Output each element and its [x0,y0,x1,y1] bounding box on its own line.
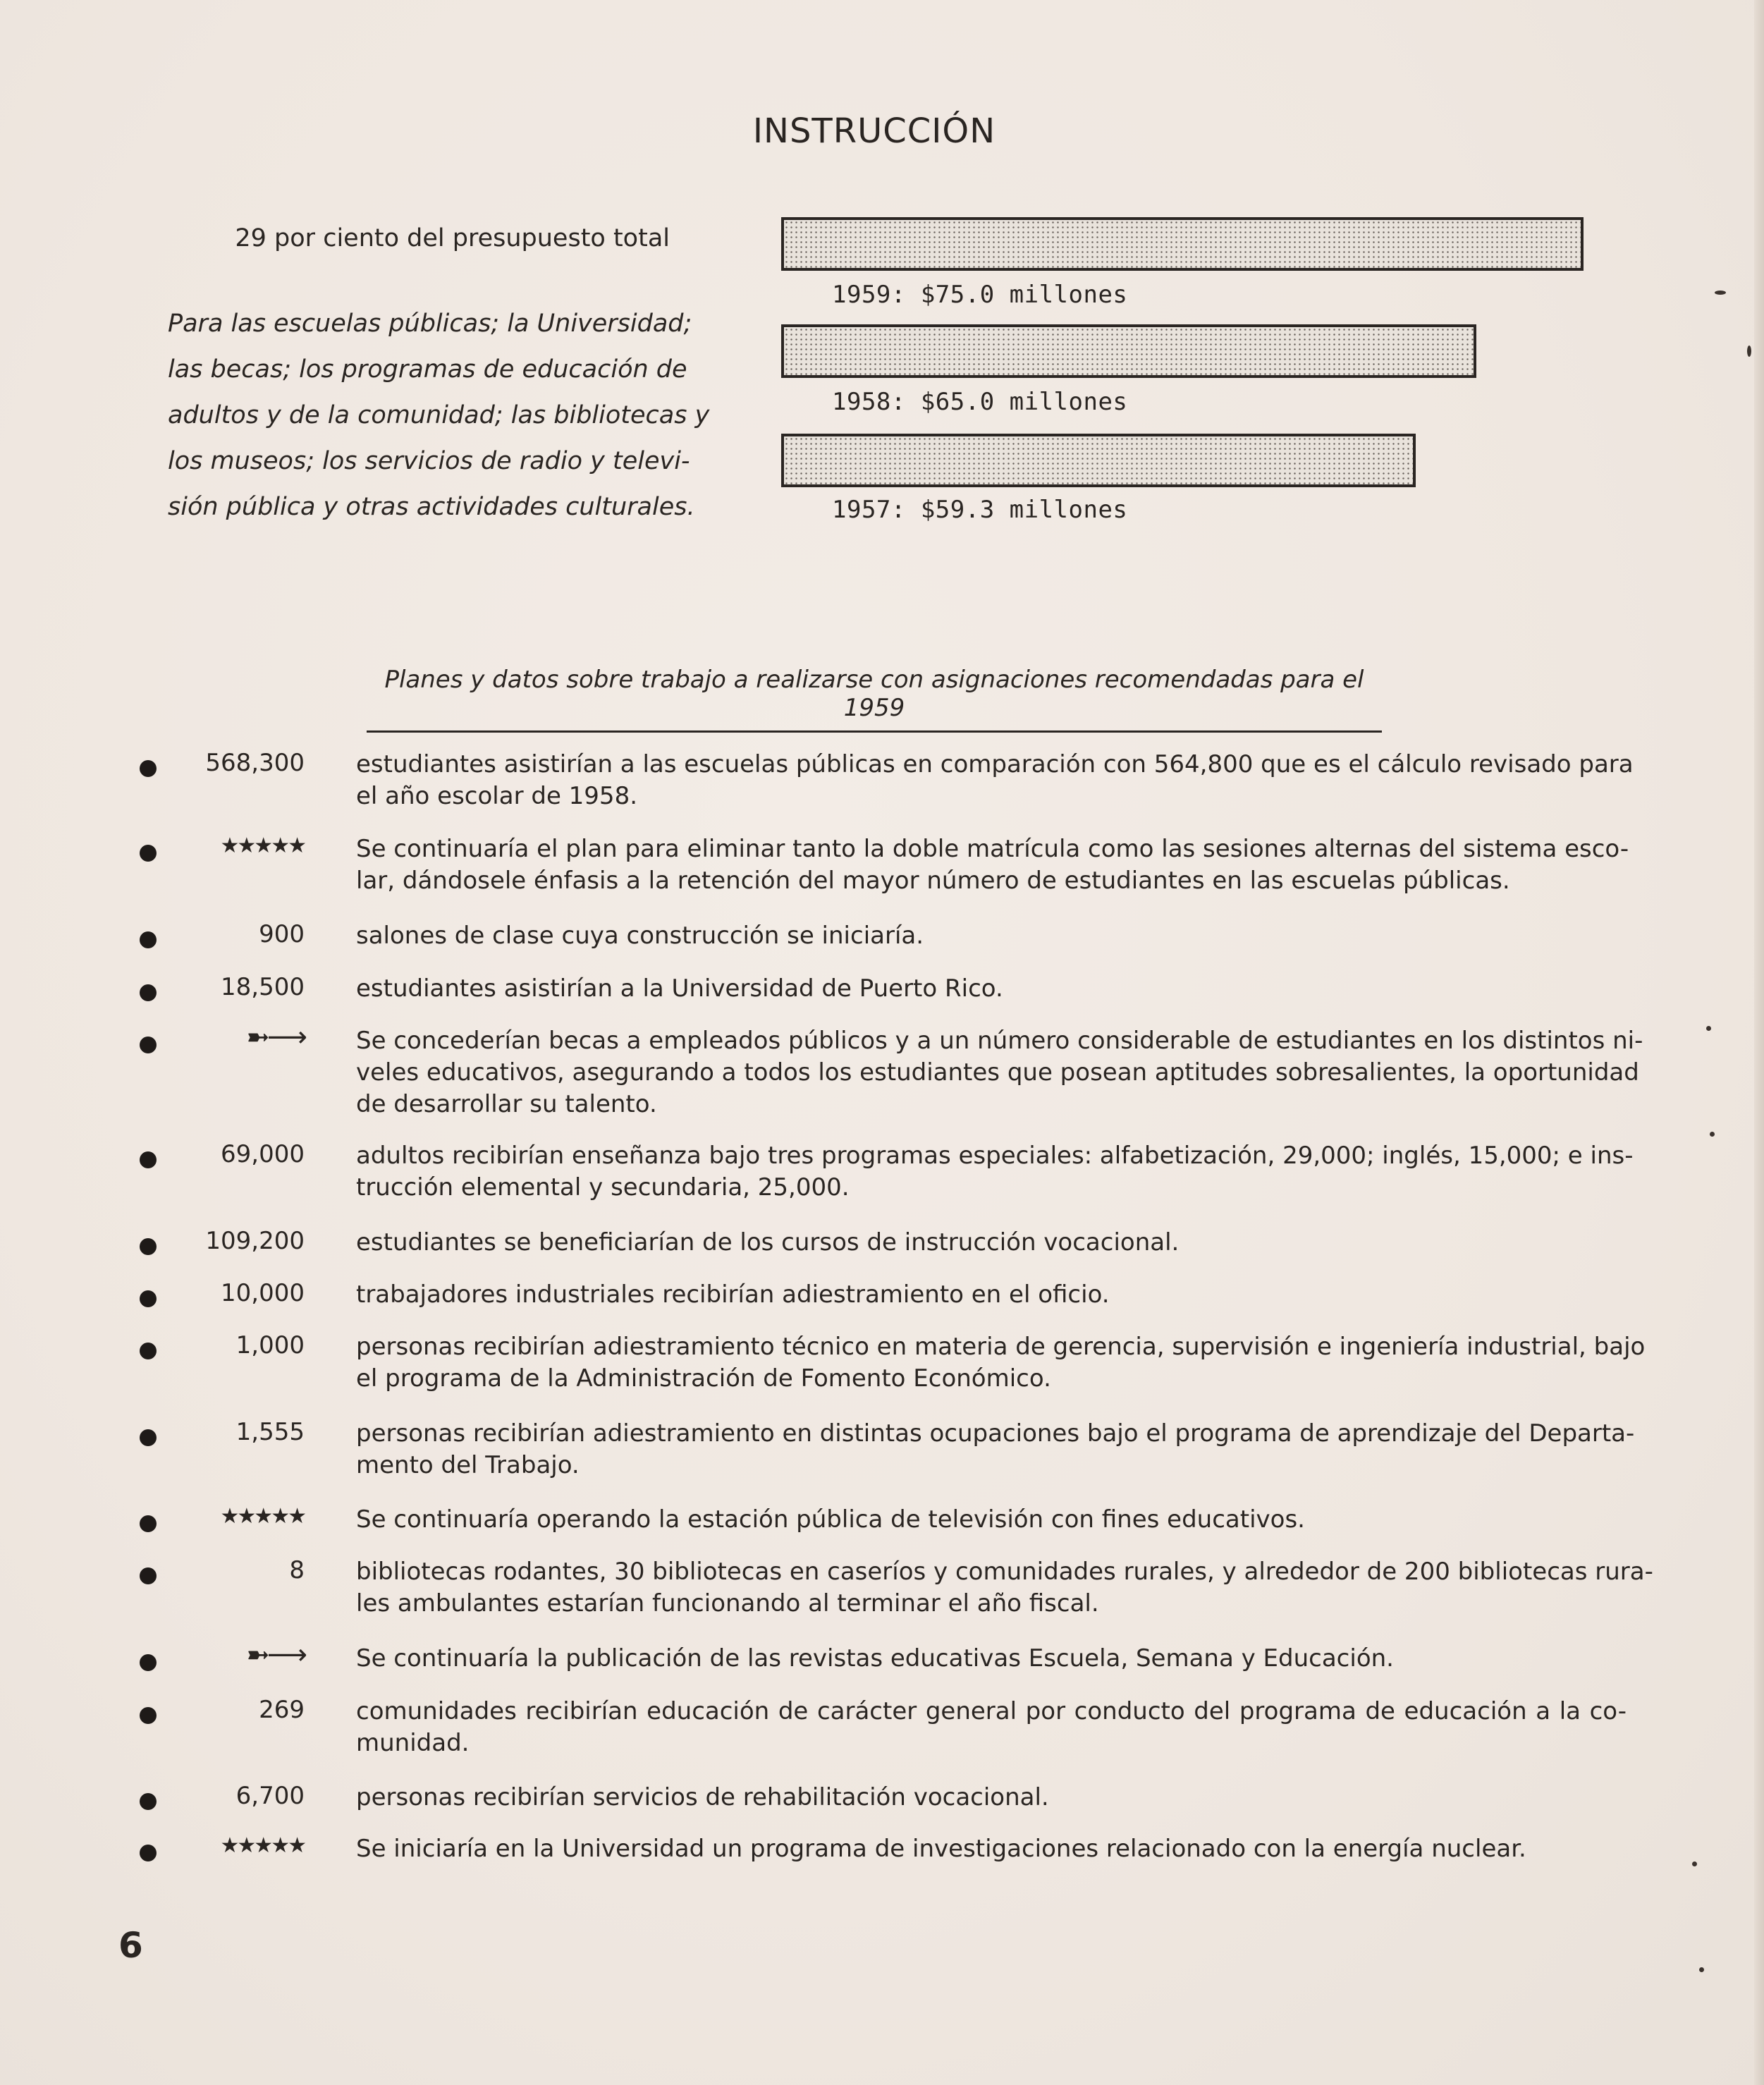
plan-description-line: comunidades recibirían educación de carácter general por conducto del programa de educación a la co- [356,1697,1627,1725]
plan-description-line: el año escolar de 1958. [356,782,638,810]
plan-description [356,1696,1627,1759]
bar-1958 [781,324,1476,378]
plan-description-line: trabajadores industriales recibirían adiestramiento en el oficio. [356,1280,1110,1309]
bullet-icon [140,931,157,948]
paper-speck [1747,346,1751,357]
stars-icon: ★★★★★ [220,1504,305,1529]
budget-percent-text: 29 por ciento del presupuesto total [235,224,670,252]
description-line: Para las escuelas públicas; la Universidad; [168,310,692,338]
bullet-icon [140,1515,157,1532]
plan-description-line: munidad. [356,1729,470,1757]
bullet-icon [140,1654,157,1671]
plan-figure: 6,700 [235,1782,305,1810]
bullet-icon [140,1343,157,1359]
bullet-icon [140,1037,157,1053]
plan-description-line: estudiantes asistirían a las escuelas públicas en comparación con 564,800 que es el cálculo revisado para [356,750,1634,778]
bar-1957 [781,434,1416,487]
plan-figure: 568,300 [205,749,305,777]
plan-description-line: Se concederían becas a empleados públicos y a un número considerable de estudiantes en los distintos ni- [356,1027,1643,1055]
description-line: los museos; los servicios de radio y televi- [168,447,690,475]
bullet-icon [140,1151,157,1168]
plan-figure: 8 [289,1556,305,1584]
bullet-icon [140,1707,157,1724]
bar-1959 [781,217,1584,271]
paper-speck [1692,1861,1697,1866]
plan-description [356,1504,1627,1536]
bullet-icon [140,1567,157,1584]
plan-description-line: trucción elemental y secundaria, 25,000. [356,1173,850,1202]
plan-description-line: el programa de la Administración de Fomento Económico. [356,1364,1051,1393]
plan-description-line: mento del Trabajo. [356,1451,580,1479]
plan-description-line: veles educativos, asegurando a todos los estudiantes que posean aptitudes sobresalientes, la oportunidad [356,1058,1639,1087]
bullet-icon [140,760,157,777]
plan-description-line: adultos recibirían enseñanza bajo tres programas especiales: alfabetización, 29,000; inglés, 15,000; e ins- [356,1142,1634,1170]
plan-description [356,1331,1646,1395]
plan-description [356,833,1627,897]
bullet-icon [140,845,157,862]
plan-description [356,920,1627,952]
page-number: 6 [118,1925,143,1966]
stars-icon: ★★★★★ [220,1833,305,1858]
plan-description [356,973,1627,1005]
plan-description-line: bibliotecas rodantes, 30 bibliotecas en caseríos y comunidades rurales, y alrededor de 200 bibliotecas rura- [356,1558,1653,1586]
bullet-icon [140,1845,157,1861]
bar-label-1958: 1958: $65.0 millones [832,388,1128,416]
bar-label-1959: 1959: $75.0 millones [832,281,1128,309]
arrow-icon: ➼⟶ [246,1021,305,1053]
plan-description [356,1833,1627,1865]
description-line: sión pública y otras actividades culturales. [168,493,695,521]
page-title: INSTRUCCIÓN [752,111,996,151]
plan-description [356,1227,1627,1259]
plan-description-line: Se continuaría el plan para eliminar tanto la doble matrícula como las sesiones alternas del sistema esco- [356,835,1629,863]
arrow-icon: ➼⟶ [246,1639,305,1671]
plan-figure: 1,000 [235,1331,305,1359]
plan-description-line: estudiantes asistirían a la Universidad de Puerto Rico. [356,974,1003,1003]
plan-figure: 900 [259,920,305,948]
page-edge [1754,0,1764,2085]
plan-figure: 109,200 [205,1227,305,1255]
bullet-icon [140,1238,157,1255]
plan-description [356,1782,1627,1814]
bullet-icon [140,1290,157,1307]
bullet-icon [140,1793,157,1810]
description-line: adultos y de la comunidad; las bibliotecas y [168,401,710,429]
plans-heading: Planes y datos sobre trabajo a realizarse con asignaciones recomendadas para el 1959 [367,666,1382,733]
plan-description-line: Se continuaría la publicación de las revistas educativas Escuela, Semana y Educación. [356,1644,1394,1673]
budget-description [168,301,710,530]
paper-speck [1699,1967,1704,1972]
plan-description [356,1279,1627,1311]
stars-icon: ★★★★★ [220,833,305,858]
plan-description-line: les ambulantes estarían funcionando al terminar el año fiscal. [356,1589,1099,1618]
plan-description-line: lar, dándosele énfasis a la retención del mayor número de estudiantes en las escuelas públicas. [356,867,1510,895]
plan-figure: 1,555 [235,1418,305,1446]
plan-description-line: personas recibirían adiestramiento técnico en materia de gerencia, supervisión e ingeniería industrial, bajo [356,1333,1646,1361]
plan-description-line: personas recibirían servicios de rehabilitación vocacional. [356,1783,1049,1811]
bar-label-1957: 1957: $59.3 millones [832,496,1128,524]
plan-figure: 269 [259,1696,305,1724]
paper-speck [1710,1132,1715,1137]
plan-description-line: Se continuaría operando la estación pública de televisión con fines educativos. [356,1505,1305,1534]
plan-description-line: estudiantes se beneficiarían de los cursos de instrucción vocacional. [356,1228,1180,1256]
plan-description-line: personas recibirían adiestramiento en distintas ocupaciones bajo el programa de aprendizaje del Departa- [356,1419,1635,1448]
plan-figure: 69,000 [221,1140,305,1168]
plan-description [356,1025,1643,1120]
plan-description-line: salones de clase cuya construcción se iniciaría. [356,922,924,950]
bullet-icon [140,984,157,1001]
description-line: las becas; los programas de educación de [168,355,687,384]
plan-figure: 10,000 [221,1279,305,1307]
bullet-icon [140,1429,157,1446]
plan-description [356,1556,1653,1620]
plan-description [356,749,1634,812]
plan-figure: 18,500 [221,973,305,1001]
paper-speck [1706,1026,1711,1031]
plan-description [356,1418,1635,1481]
plan-description [356,1140,1634,1204]
plan-description-line: de desarrollar su talento. [356,1090,657,1118]
paper-speck [1715,291,1726,295]
plan-description-line: Se iniciaría en la Universidad un programa de investigaciones relacionado con la energía nuclear. [356,1835,1526,1863]
plan-description [356,1643,1627,1675]
